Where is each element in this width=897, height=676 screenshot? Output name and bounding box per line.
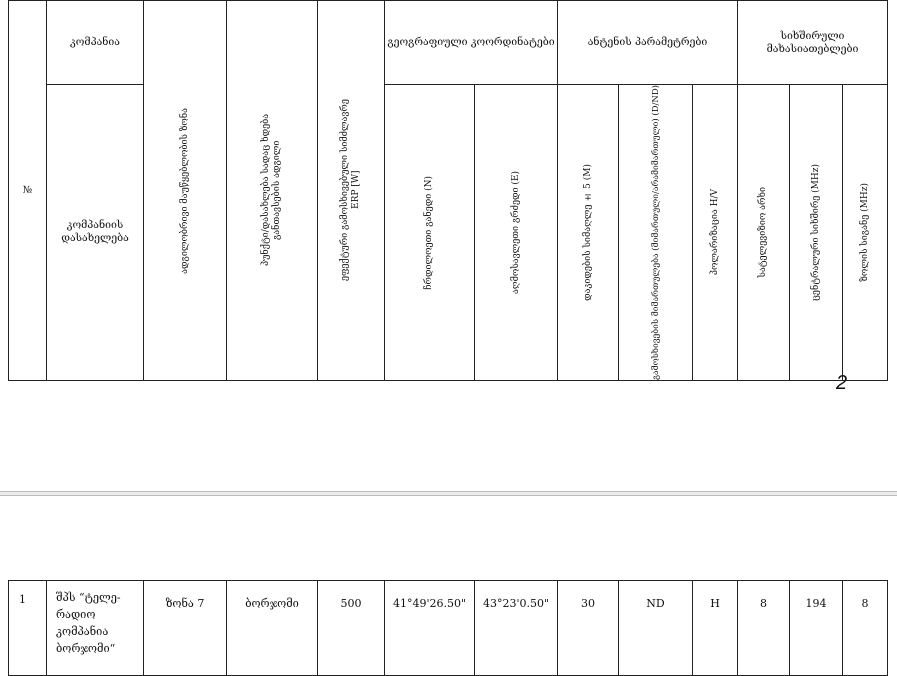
polarization-header: პოლარიზაცია H/V — [693, 85, 738, 381]
zone-header: ადგილობრივი მაუწყებლობის ზონა — [144, 1, 227, 381]
bandwidth-cell: 8 — [843, 581, 888, 676]
row-number: 1 — [9, 581, 47, 676]
channel-header: სატელევიზიო არხი — [738, 85, 790, 381]
lat-cell: 41°49'26.50" — [385, 581, 475, 676]
height-cell: 30 — [558, 581, 619, 676]
page-number: 2 — [836, 372, 848, 394]
company-line: შპს “ტელე- — [56, 591, 121, 604]
antenna-params-header: ანტენის პარამეტრები — [558, 1, 738, 85]
company-name-cell — [47, 581, 144, 676]
page-divider — [0, 491, 897, 496]
company-line: ბორჯომი“ — [56, 642, 116, 655]
lon-cell: 43°23'0.50" — [475, 581, 558, 676]
directivity-cell: ND — [619, 581, 693, 676]
header-table — [8, 0, 888, 381]
directivity-header: გამოსხივების მიმართულება (მიმართული/არამიმართული) (D/ND) — [619, 85, 693, 381]
bandwidth-header: ზოლის სიგანე (MHz) — [843, 85, 888, 381]
company-name-header: კომპანიის დასახელება — [47, 85, 144, 381]
channel-cell: 8 — [738, 581, 790, 676]
erp-cell: 500 — [318, 581, 385, 676]
settlement-cell: ბორჯომი — [227, 581, 318, 676]
freq-char-header: სიხშირული მახასიათებლები — [738, 1, 888, 85]
company-header: კომპანია — [47, 1, 144, 85]
number-header: № — [9, 1, 47, 381]
erp-header: ეფექტური გამოსხივებული სიმძლავრე ERP [W] — [318, 1, 385, 381]
company-line: რადიო — [56, 608, 96, 621]
table-row — [9, 581, 888, 676]
data-table — [8, 580, 888, 676]
zone-cell: ზონა 7 — [144, 581, 227, 676]
company-line: კომპანია — [56, 625, 109, 638]
center-freq-cell: 194 — [790, 581, 843, 676]
polarization-cell: H — [693, 581, 738, 676]
settlement-header: პუნქტი/დასახლება სადაც ხდება განთავსების ადგილი — [227, 1, 318, 381]
lat-header: ჩრდილოეთი განედი (N) — [385, 85, 475, 381]
height-header: დაკიდების სიმაღლე ± 5 (M) — [558, 85, 619, 381]
geo-coords-header: გეოგრაფიული კოორდინატები — [385, 1, 558, 85]
lon-header: აღმოსავლეთი გრძედი (E) — [475, 85, 558, 381]
center-freq-header: ცენტრალური სიხშირე (MHz) — [790, 85, 843, 381]
